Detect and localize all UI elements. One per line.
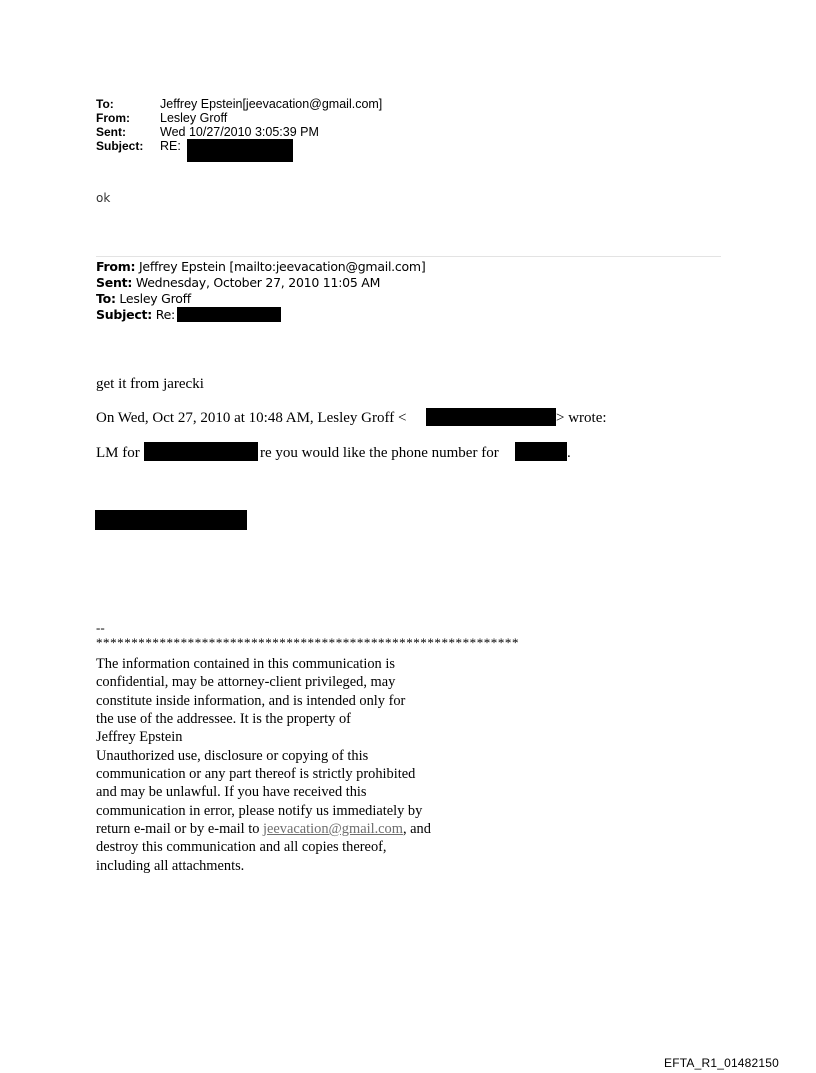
disclaimer-line: confidential, may be attorney-client privileged, may bbox=[96, 674, 396, 691]
quoted-sent-line bbox=[96, 275, 380, 291]
redaction-box bbox=[177, 307, 281, 322]
disclaimer-line: communication or any part thereof is strictly prohibited bbox=[96, 766, 416, 783]
disclaimer-return-line bbox=[96, 820, 431, 838]
to-value: Jeffrey Epstein[jeevacation@gmail.com] bbox=[160, 97, 383, 111]
quoted-to-line bbox=[96, 291, 191, 307]
quoted-to-value: Lesley Groff bbox=[115, 291, 191, 306]
redaction-box bbox=[95, 510, 247, 530]
return-suffix: , and bbox=[402, 821, 431, 838]
disclaimer bbox=[96, 655, 431, 875]
quoted-from-label: From: bbox=[96, 259, 136, 274]
disclaimer-line: Unauthorized use, disclosure or copying of this bbox=[96, 747, 369, 764]
lm-suffix: . bbox=[567, 445, 571, 461]
disclaimer-line: The information contained in this communication is bbox=[96, 656, 395, 672]
subject-label: Subject: bbox=[96, 139, 144, 153]
from-label: From: bbox=[96, 111, 130, 125]
disclaimer-line: and may be unlawful. If you have received this bbox=[96, 784, 367, 801]
lm-prefix: LM for bbox=[96, 445, 140, 461]
email-link[interactable]: jeevacation@gmail.com bbox=[263, 821, 403, 838]
quoted-from-line bbox=[96, 259, 425, 275]
redaction-box bbox=[144, 442, 258, 461]
from-value: Lesley Groff bbox=[160, 111, 228, 125]
disclaimer-line: communication in error, please notify us immediately by bbox=[96, 802, 423, 819]
disclaimer-line: including all attachments. bbox=[96, 857, 245, 874]
disclaimer-line: destroy this communication and all copies thereof, bbox=[96, 839, 387, 856]
disclaimer-line: constitute inside information, and is intended only for bbox=[96, 692, 406, 709]
disclaimer-line: the use of the addressee. It is the property of bbox=[96, 711, 351, 728]
reply-body: ok bbox=[96, 191, 111, 205]
signature-stars: ************************************************************ bbox=[96, 635, 519, 650]
quoted-from-value: Jeffrey Epstein [mailto:jeevacation@gmail.com] bbox=[135, 259, 426, 274]
subject-value: RE: bbox=[160, 139, 181, 153]
redaction-box bbox=[515, 442, 567, 461]
return-prefix: return e-mail or by e-mail to bbox=[96, 821, 264, 838]
lm-middle: re you would like the phone number for bbox=[260, 445, 499, 461]
on-wrote-suffix: > wrote: bbox=[556, 410, 607, 426]
redaction-box bbox=[187, 139, 293, 162]
on-wrote-prefix: On Wed, Oct 27, 2010 at 10:48 AM, Lesley Groff < bbox=[96, 410, 407, 426]
quoted-subject-label: Subject: bbox=[96, 307, 152, 322]
sent-value: Wed 10/27/2010 3:05:39 PM bbox=[160, 125, 319, 139]
quoted-to-label: To: bbox=[96, 291, 116, 306]
quoted-sent-label: Sent: bbox=[96, 275, 133, 290]
document-id: EFTA_R1_01482150 bbox=[664, 1056, 780, 1070]
quoted-subject-value: Re: bbox=[152, 307, 175, 322]
signature-dashes: -- bbox=[96, 620, 105, 635]
quoted-subject-line bbox=[96, 307, 175, 323]
redaction-box bbox=[426, 408, 556, 426]
divider bbox=[96, 256, 721, 257]
quoted-sent-value: Wednesday, October 27, 2010 11:05 AM bbox=[132, 275, 381, 290]
message-line: get it from jarecki bbox=[96, 376, 204, 392]
to-label: To: bbox=[96, 97, 114, 111]
disclaimer-line: Jeffrey Epstein bbox=[96, 729, 183, 746]
sent-label: Sent: bbox=[96, 125, 126, 139]
